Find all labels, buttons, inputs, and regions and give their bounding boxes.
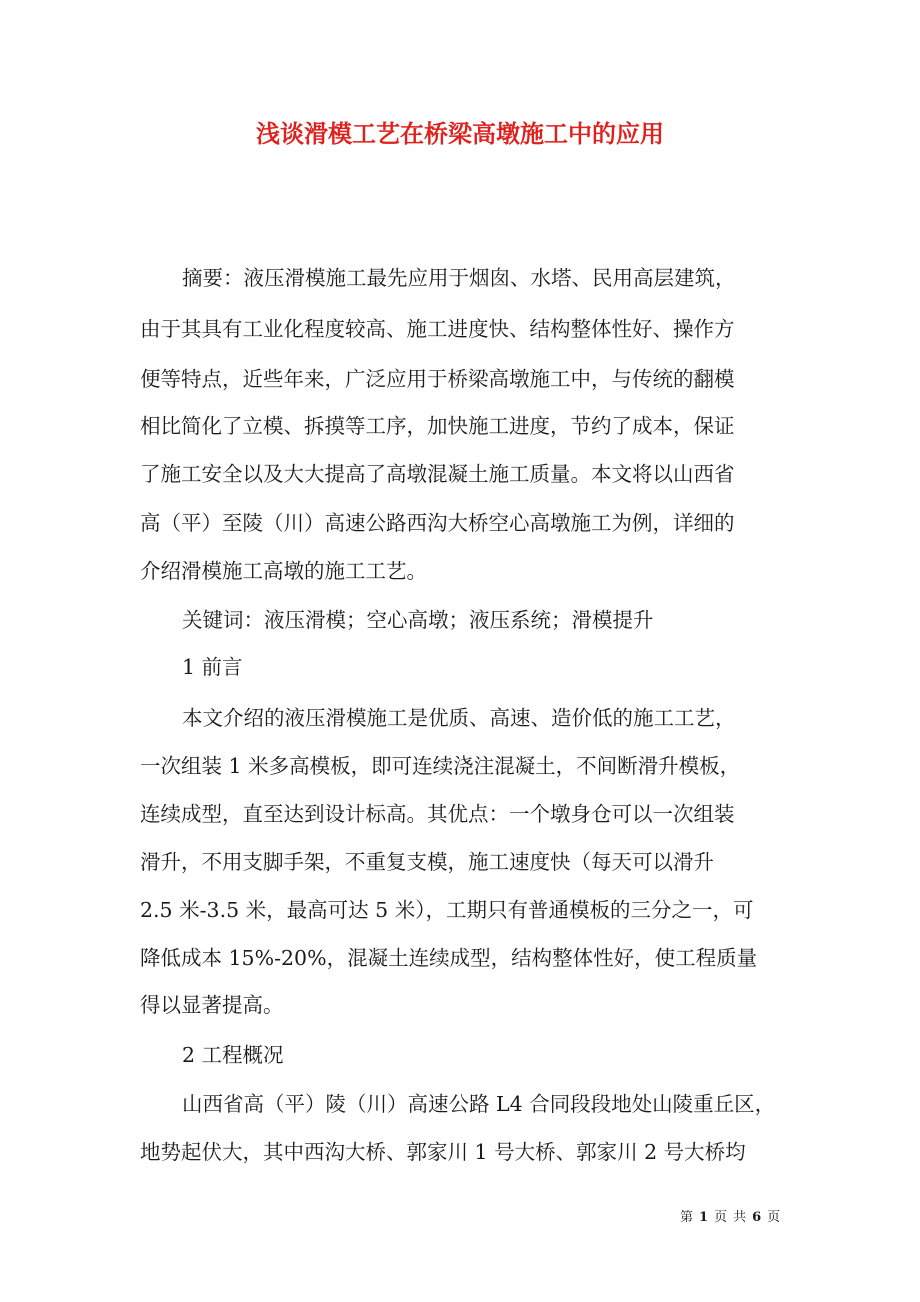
paragraph-line: 降低成本 15%-20%，混凝土连续成型，结构整体性好，使工程质量 [140, 946, 758, 970]
paragraph-line: 2.5 米-3.5 米，最高可达 5 米），工期只有普通模板的三分之一，可 [140, 898, 754, 922]
current-page-number: 1 [699, 1210, 709, 1225]
section-heading: 1 前言 [182, 655, 243, 679]
keywords-line: 关键词：液压滑模；空心高墩；液压系统；滑模提升 [182, 608, 654, 632]
paragraph-line: 一次组装 1 米多高模板，即可连续浇注混凝土，不间断滑升模板， [140, 754, 741, 778]
paragraph-line: 本文介绍的液压滑模施工是优质、高速、造价低的施工工艺， [182, 706, 736, 730]
footer-prefix: 第 [680, 1210, 694, 1225]
document-title: 浅谈滑模工艺在桥梁高墩施工中的应用 [256, 119, 664, 148]
section-heading: 2 工程概况 [182, 1043, 284, 1067]
page-footer [680, 1208, 780, 1228]
paragraph-line: 高（平）至陵（川）高速公路西沟大桥空心高墩施工为例，详细的 [140, 511, 735, 535]
footer-total-suffix: 页 [767, 1210, 781, 1225]
footer-total-prefix: 共 [733, 1210, 747, 1225]
paragraph-line: 得以显著提高。 [140, 993, 284, 1017]
paragraph-line: 了施工安全以及大大提高了高墩混凝土施工质量。本文将以山西省 [140, 462, 735, 486]
paragraph-line: 介绍滑模施工高墩的施工工艺。 [140, 559, 427, 583]
paragraph-line: 连续成型，直至达到设计标高。其优点：一个墩身仓可以一次组装 [140, 802, 735, 826]
footer-page-label: 页 [714, 1210, 728, 1225]
paragraph-line: 滑升，不用支脚手架，不重复支模，施工速度快（每天可以滑升 [140, 850, 714, 874]
paragraph-line: 地势起伏大，其中西沟大桥、郭家川 1 号大桥、郭家川 2 号大桥均 [140, 1140, 746, 1164]
paragraph-line: 相比简化了立模、拆摸等工序，加快施工进度，节约了成本，保证 [140, 414, 735, 438]
paragraph-line: 山西省高（平）陵（川）高速公路 L4 合同段段地处山陵重丘区， [182, 1092, 776, 1116]
paragraph-line: 由于其具有工业化程度较高、施工进度快、结构整体性好、操作方 [140, 317, 735, 341]
total-page-count: 6 [752, 1210, 762, 1225]
paragraph-line: 摘要：液压滑模施工最先应用于烟囱、水塔、民用高层建筑， [182, 266, 736, 290]
paragraph-line: 便等特点，近些年来，广泛应用于桥梁高墩施工中，与传统的翻模 [140, 367, 735, 391]
